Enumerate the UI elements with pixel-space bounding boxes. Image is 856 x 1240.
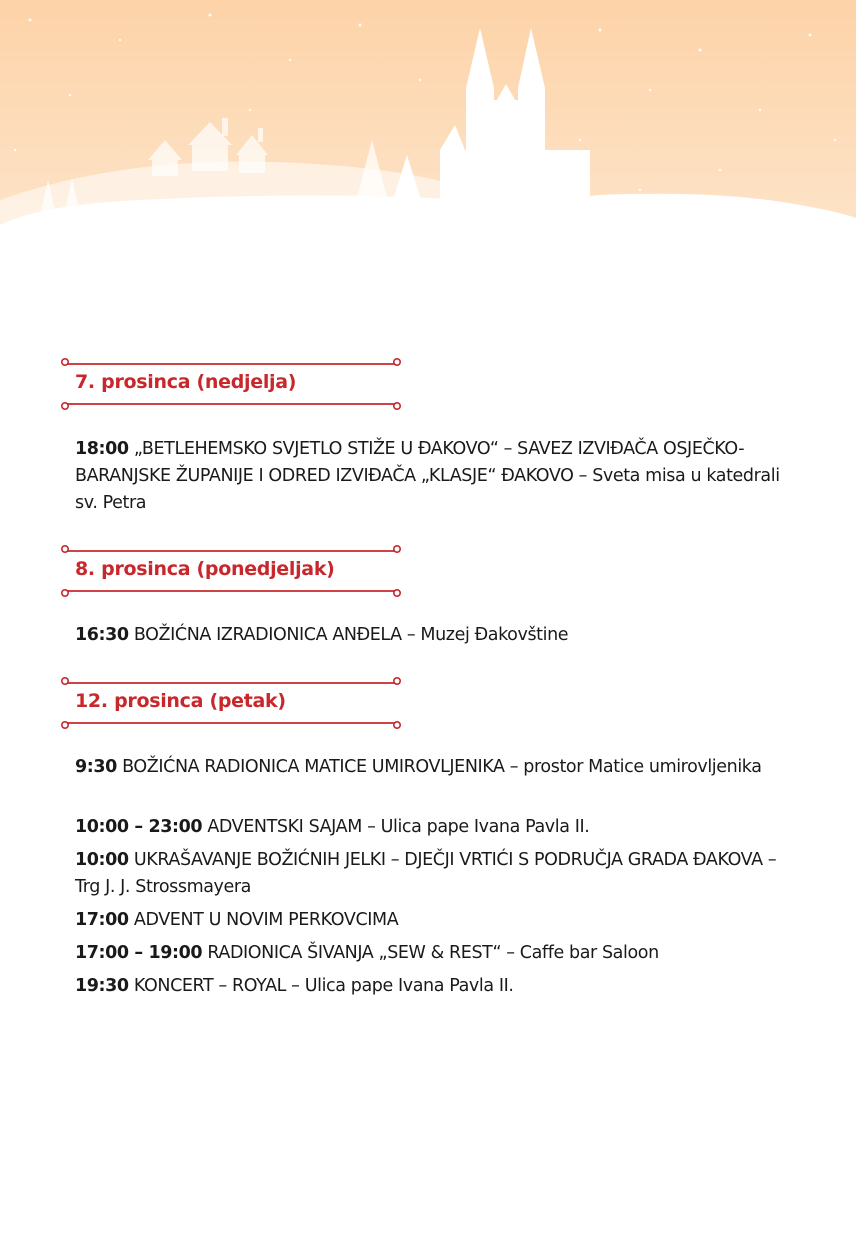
event-entry [75,973,785,1000]
event-description: BOŽIĆNA RADIONICA MATICE UMIROVLJENIKA – prostor Matice umirovljenika [116,757,762,777]
event-description: RADIONICA ŠIVANJA „SEW & REST“ – Caffe bar Saloon [202,943,659,963]
section-title: 8. prosinca (ponedjeljak) [75,558,335,580]
event-entry [75,622,785,649]
event-description: ADVENTSKI SAJAM – Ulica pape Ivana Pavla II. [202,817,590,837]
event-time: 19:30 [75,976,129,996]
section-title: 12. prosinca (petak) [75,690,286,712]
section-header-dec-12 [60,675,402,731]
event-time: 18:00 [75,439,129,459]
event-entry [75,814,785,841]
event-entry [75,847,785,901]
event-time: 17:00 [75,910,129,930]
ornament-rule-top [60,675,402,687]
event-entry [75,907,785,934]
ornament-rule-top [60,543,402,555]
snow-ground [0,194,856,240]
event-entry [75,754,785,781]
section-header-dec-7 [60,356,402,412]
event-description: KONCERT – ROYAL – Ulica pape Ivana Pavla II. [128,976,514,996]
event-time: 10:00 – 23:00 [75,817,203,837]
header-illustration [0,0,856,240]
event-time: 9:30 [75,757,117,777]
event-description: UKRAŠAVANJE BOŽIĆNIH JELKI – DJEČJI VRTIĆI S PODRUČJA GRADA ĐAKOVA – Trg J. J. Strossmayera [75,850,777,897]
ornament-rule-bottom [60,400,402,412]
section-header-dec-8 [60,543,402,599]
event-entry [75,940,785,967]
event-time: 10:00 [75,850,129,870]
event-description: BOŽIĆNA IZRADIONICA ANĐELA – Muzej Đakovštine [128,625,569,645]
ornament-rule-bottom [60,719,402,731]
event-time: 16:30 [75,625,129,645]
section-title: 7. prosinca (nedjelja) [75,371,297,393]
ornament-rule-top [60,356,402,368]
event-entry [75,436,785,517]
ornament-rule-bottom [60,587,402,599]
event-description: „BETLEHEMSKO SVJETLO STIŽE U ĐAKOVO“ – SAVEZ IZVIĐAČA OSJEČKO-BARANJSKE ŽUPANIJE I ODRED IZVIĐAČA „KLASJE“ ĐAKOVO – Sveta misa u katedrali sv. Petra [75,439,780,513]
event-description: ADVENT U NOVIM PERKOVCIMA [128,910,399,930]
event-time: 17:00 – 19:00 [75,943,203,963]
